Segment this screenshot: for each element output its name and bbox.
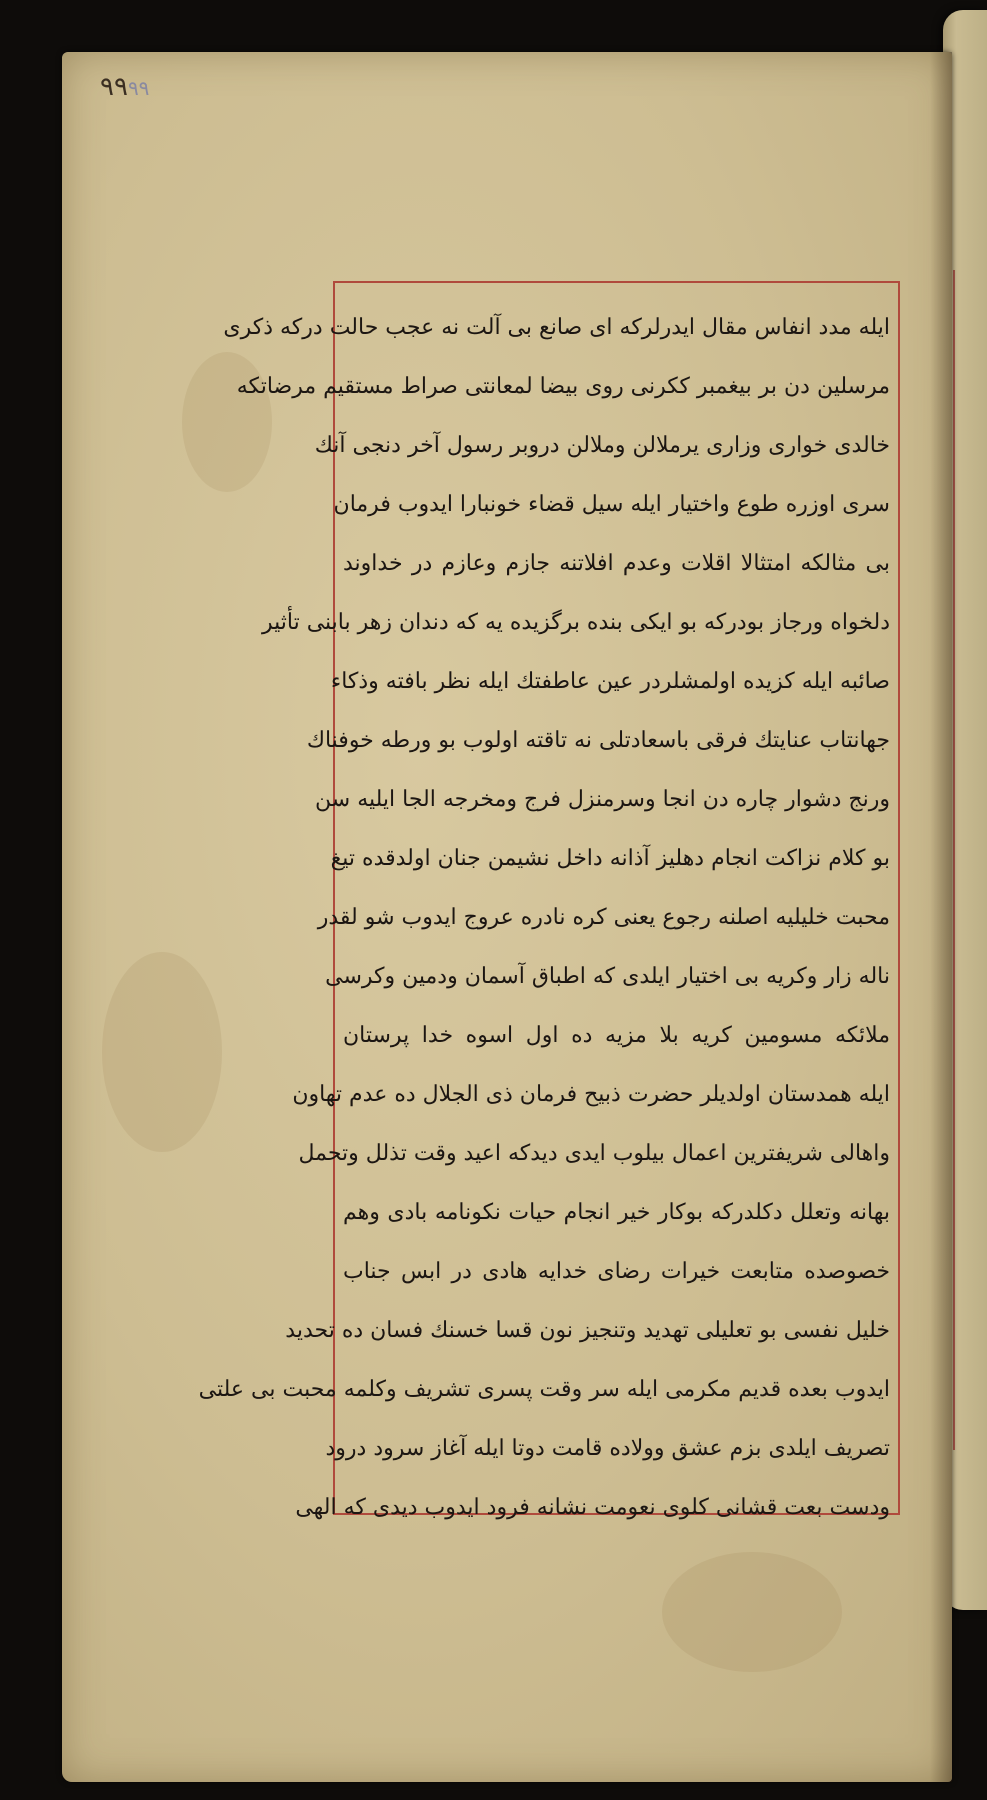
- manuscript-text-block: [198, 298, 890, 1537]
- manuscript-line: بى مثالكه امتثالا اقلات وعدم افلاتنه جازم وعازم در خداوند: [343, 551, 890, 576]
- paper-stain: [662, 1552, 842, 1672]
- folio-pencil-number: ٩٩: [127, 76, 150, 100]
- manuscript-line: صائبه ايله كزيده اولمشلردر عين عاطفتك ايله نظر بافته وذكاء: [330, 669, 890, 694]
- folio-ink-number: ٩٩: [100, 72, 128, 102]
- manuscript-line: خليل نفسى بو تعليلى تهديد وتنجيز نون قسا خسنك فسان ده تحديد: [285, 1318, 890, 1343]
- manuscript-line: خالدى خوارى وزارى يرملالن وملالن دروبر رسول آخر دنجى آنك: [314, 433, 890, 458]
- manuscript-line: ورنج دشوار چاره دن انجا وسرمنزل فرج ومخرجه الجا ايليه سن: [315, 787, 890, 812]
- manuscript-line: دلخواه ورجاز بودركه بو ايكى بنده برگزيده يه كه دندان زهر بابنى تأثير: [261, 610, 890, 635]
- folio-number: [100, 72, 155, 102]
- manuscript-line: خصوصده متابعت خيرات رضاى خدايه هادى در ابس جناب: [343, 1259, 890, 1284]
- manuscript-line: ايله مدد انفاس مقال ايدرلركه اى صانع بى آلت نه عجب حالت دركه ذكرى: [223, 315, 890, 340]
- manuscript-line: جهانتاب عنايتك فرقى باسعادتلى نه تاقته اولوب بو ورطه خوفناك: [306, 728, 890, 753]
- manuscript-line: واهالى شريفترين اعمال بيلوب ايدى ديدكه اعيد وقت تذلل وتحمل: [298, 1141, 890, 1166]
- manuscript-line: بهانه وتعلل دكلدركه بوكار خير انجام حيات نكونامه بادى وهم: [343, 1200, 890, 1225]
- facing-page-red-rule: [953, 270, 955, 1450]
- manuscript-line: سرى اوزره طوع واختيار ايله سيل قضاء خونبارا ايدوب فرمان: [333, 492, 890, 517]
- manuscript-line: ملائكه مسومين كريه بلا مزيه ده اول اسوه خدا پرستان: [343, 1023, 890, 1048]
- manuscript-line: ودست بعت قشانى كلوى نعومت نشانه فرود ايدوب ديدى كه الهى: [295, 1495, 890, 1520]
- manuscript-line: بو كلام نزاكت انجام دهليز آذانه داخل نشيمن جنان اولدقده تيغ: [330, 846, 890, 871]
- manuscript-line: ايدوب بعده قديم مكرمى ايله سر وقت پسرى تشريف وكلمه محبت بى علتى: [198, 1377, 890, 1402]
- paper-stain: [102, 952, 222, 1152]
- manuscript-line: مرسلين دن بر بيغمبر ككرنى روى بيضا لمعانتى صراط مستقيم مرضاتكه: [236, 374, 890, 399]
- manuscript-line: ناله زار وكريه بى اختيار ايلدى كه اطباق آسمان ودمين وكرسى: [325, 964, 890, 989]
- manuscript-line: تصريف ايلدى بزم عشق وولاده قامت دوتا ايله آغاز سرود درود: [325, 1436, 890, 1461]
- manuscript-line: محبت خليليه اصلنه رجوع يعنى كره نادره عروج ايدوب شو لقدر: [317, 905, 890, 930]
- manuscript-line: ايله همدستان اولديلر حضرت ذبيح فرمان ذى الجلال ده عدم تهاون: [292, 1082, 890, 1107]
- gutter-shadow: [930, 52, 952, 1782]
